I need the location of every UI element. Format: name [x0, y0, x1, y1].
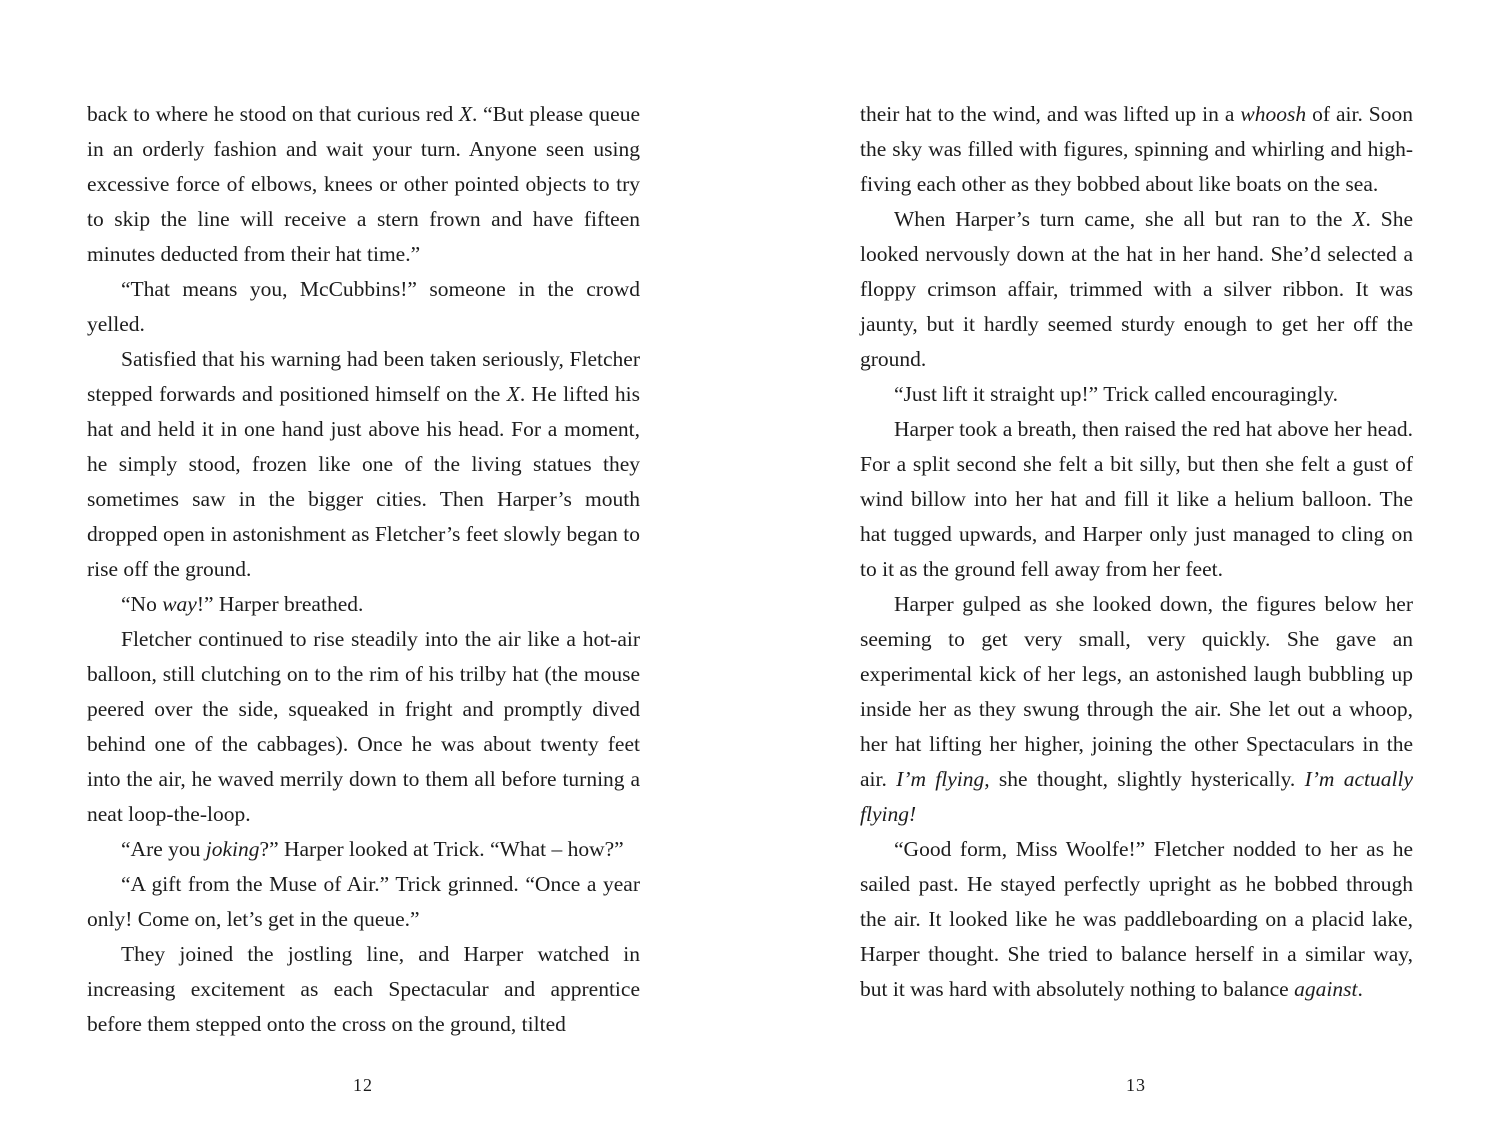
- text-run: of air. Soon the sky was filled with figures, spinning and whirling and high-fiving each other as they bobbed about like boats on the sea.: [860, 102, 1413, 196]
- text-run: “Just lift it straight up!” Trick called encouragingly.: [894, 382, 1339, 406]
- paragraph: [87, 867, 640, 937]
- paragraph: [860, 412, 1413, 587]
- paragraph: [860, 202, 1413, 377]
- text-run: Satisfied that his warning had been taken seriously, Fletcher stepped forwards and positioned himself on the: [87, 347, 640, 406]
- text-run: Harper gulped as she looked down, the figures below her seeming to get very small, very quickly. She gave an experimental kick of her legs, an astonished laugh bubbling up inside her as they swung through the air. She let out a whoop, her hat lifting her higher, joining the other Spectaculars in the air.: [860, 592, 1413, 791]
- text-run: “Are you: [121, 837, 206, 861]
- text-run: ?” Harper looked at Trick. “What – how?”: [259, 837, 624, 861]
- italic-text: I’m flying,: [896, 767, 990, 791]
- paragraph: [860, 587, 1413, 832]
- text-run: Fletcher continued to rise steadily into the air like a hot-air balloon, still clutching on to the rim of his trilby hat (the mouse peered over the side, squeaked in fright and promptly dived behind one of the cabbages). Once he was about twenty feet into the air, he waved merrily down to them all before turning a neat loop-the-loop.: [87, 627, 640, 826]
- paragraph: [87, 622, 640, 832]
- paragraph: [87, 272, 640, 342]
- italic-text: X: [506, 382, 520, 406]
- right-page: [750, 0, 1500, 1143]
- text-run: she thought, slightly hysterically.: [989, 767, 1305, 791]
- paragraph: [87, 937, 640, 1042]
- text-run: . “But please queue in an orderly fashion and wait your turn. Anyone seen using excessive force of elbows, knees or other pointed objects to try to skip the line will receive a stern frown and have fifteen minutes deducted from their hat time.”: [87, 102, 640, 266]
- italic-text: X: [1352, 207, 1366, 231]
- paragraph: [860, 832, 1413, 1007]
- left-page-number: 12: [353, 1075, 373, 1095]
- italic-text: way: [162, 592, 197, 616]
- right-page-text: [860, 97, 1413, 1007]
- text-run: back to where he stood on that curious red: [87, 102, 459, 126]
- right-page-number: 13: [1126, 1075, 1146, 1095]
- paragraph: [87, 832, 640, 867]
- left-page-text: [87, 97, 640, 1042]
- paragraph: [860, 377, 1413, 412]
- paragraph: [87, 97, 640, 272]
- italic-text: X: [458, 102, 473, 126]
- text-run: “That means you, McCubbins!” someone in the crowd yelled.: [87, 277, 640, 336]
- paragraph: [87, 587, 640, 622]
- text-run: !” Harper breathed.: [196, 592, 364, 616]
- italic-text: against: [1294, 977, 1358, 1001]
- text-run: They joined the jostling line, and Harper watched in increasing excitement as each Spectacular and apprentice before them stepped onto the cross on the ground, tilted: [87, 942, 640, 1036]
- italic-text: joking: [205, 837, 260, 861]
- text-run: Harper took a breath, then raised the red hat above her head. For a split second she felt a bit silly, but then she felt a gust of wind billow into her hat and fill it like a helium balloon. The hat tugged upwards, and Harper only just managed to cling on to it as the ground fell away from her feet.: [860, 417, 1413, 581]
- text-run: “Good form, Miss Woolfe!” Fletcher nodded to her as he sailed past. He stayed perfectly upright as he bobbed through the air. It looked like he was paddleboarding on a placid lake, Harper thought. She tried to balance herself in a similar way, but it was hard with absolutely nothing to balance: [860, 837, 1413, 1001]
- italic-text: whoosh: [1240, 102, 1307, 126]
- italic-text: I’m actually flying!: [860, 767, 1413, 826]
- text-run: . She looked nervously down at the hat in her hand. She’d selected a floppy crimson affair, trimmed with a silver ribbon. It was jaunty, but it hardly seemed sturdy enough to get her off the ground.: [860, 207, 1413, 371]
- paragraph: [87, 342, 640, 587]
- text-run: When Harper’s turn came, she all but ran to the: [894, 207, 1353, 231]
- text-run: “A gift from the Muse of Air.” Trick grinned. “Once a year only! Come on, let’s get in the queue.”: [87, 872, 640, 931]
- paragraph: [860, 97, 1413, 202]
- text-run: “No: [121, 592, 163, 616]
- text-run: . He lifted his hat and held it in one hand just above his head. For a moment, he simply stood, frozen like one of the living statues they sometimes saw in the bigger cities. Then Harper’s mouth dropped open in astonishment as Fletcher’s feet slowly began to rise off the ground.: [87, 382, 640, 581]
- text-run: their hat to the wind, and was lifted up in a: [860, 102, 1241, 126]
- text-run: .: [1357, 977, 1363, 1001]
